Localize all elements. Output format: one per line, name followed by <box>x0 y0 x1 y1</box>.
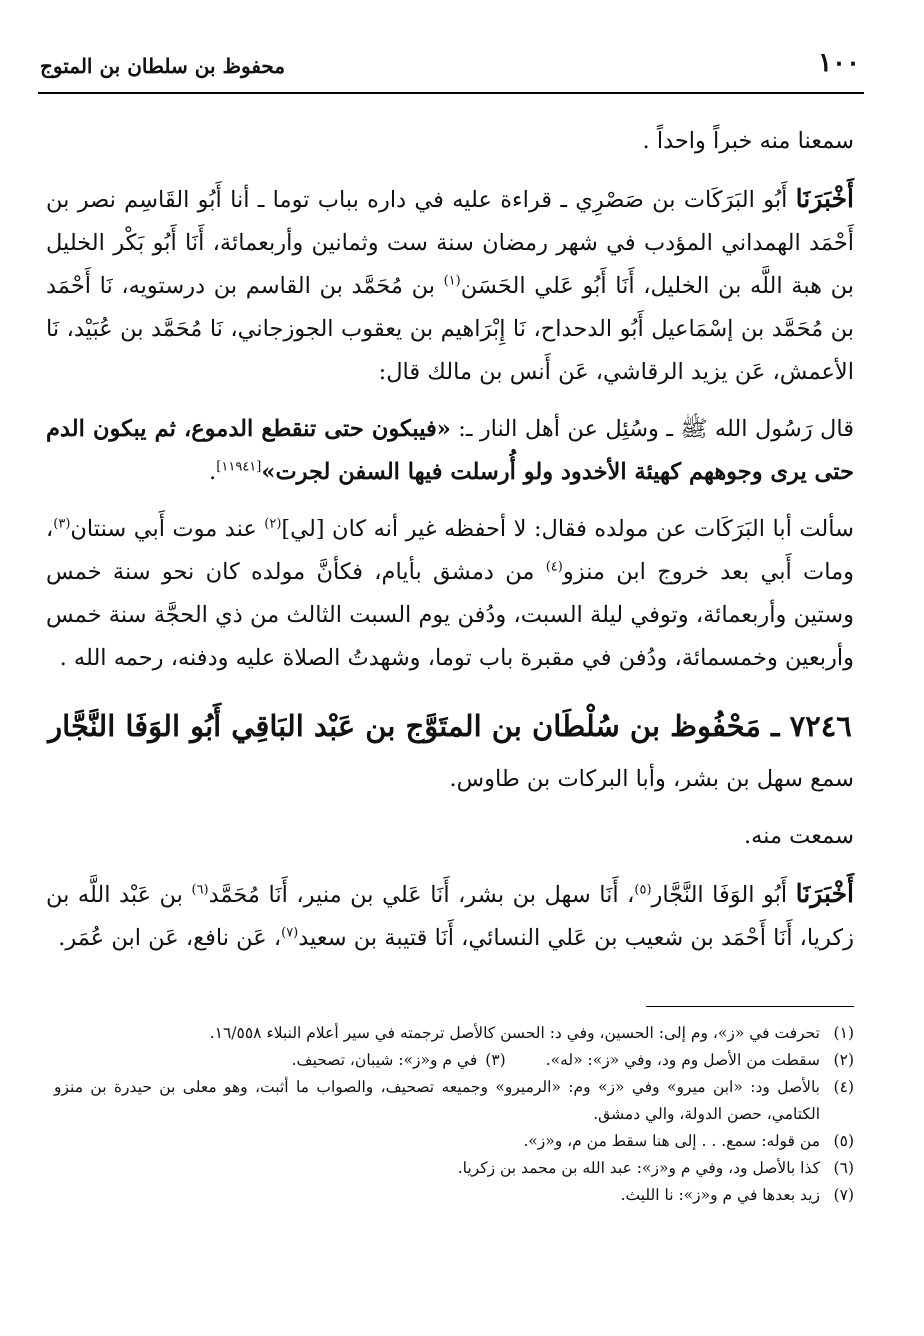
footnote-marker: (٧) <box>281 925 299 941</box>
paragraph <box>46 120 854 163</box>
footnote-text: من قوله: سمع. . . إلى هنا سقط من م، و«ز». <box>523 1132 820 1150</box>
paragraph <box>46 758 854 801</box>
text: من دمشق بأيام، فكأنَّ مولده كان نحو سنة خمس وستين وأربعمائة، وتوفي ليلة السبت، ودُفن يوم السبت الثالث من ذي الحجَّة سنة خمس وأربعين وخمسمائة، ودُفن في مقبرة باب توما، وشهدتُ الصلاة عليه ودفنه، رحمه الله . <box>46 559 854 671</box>
footnote-number: (٦) <box>833 1159 854 1177</box>
page-header <box>40 48 860 88</box>
entry-number: ٧٢٤٦ <box>789 709 852 743</box>
footnote <box>54 1047 854 1074</box>
paragraph <box>46 872 854 960</box>
main-text <box>46 120 854 960</box>
akhbarana-lead: أَخْبَرَنَا <box>795 879 854 908</box>
footnote-text: في م و«ز»: شيبان، تصحيف. <box>291 1051 478 1069</box>
text: سألت أبا البَرَكَات عن مولده فقال: لا أحفظه غير أنه كان [لي] <box>281 516 854 542</box>
footnote-marker: (٣) <box>53 516 71 532</box>
footnote-text: زيد بعدها في م و«ز»: نا الليث. <box>620 1186 820 1204</box>
footnote <box>54 1182 854 1209</box>
footnote-marker: (٤) <box>545 559 563 575</box>
footnote-number: (١) <box>833 1024 854 1042</box>
footnote <box>54 1128 854 1155</box>
text: أَبُو البَرَكَات بن صَصْرِي ـ قراءة عليه في داره بباب توما ـ أنا أَبُو القَاسِم نصر بن أَحْمَد الهمداني المؤدب في شهر رمضان سنة ست وثمانين وأربعمائة، أَنَا أَبُو بَكْر الخليل بن هبة اللَّه بن الخليل، أَنَا أَبُو عَلي الحَسَن <box>46 187 854 299</box>
entry-heading <box>46 698 854 754</box>
paragraph <box>46 508 854 680</box>
text: سمعت منه. <box>743 823 854 849</box>
entry-title: ـ مَحْفُوظ بن سُلْطَان بن المتَوَّج بن عَبْد البَاقِي أَبُو الوَفَا النَّجَّار <box>48 709 790 743</box>
footnote-number: (٤) <box>833 1078 854 1096</box>
text: بن عَبْد اللَّه بن زكريا، أَنَا أَحْمَد بن شعيب بن عَلي النسائي، أَنَا قتيبة بن سعيد <box>46 882 854 951</box>
text: أَبُو الوَفَا النَّجَّار <box>651 882 796 908</box>
text: ، ومات أَبي بعد خروج ابن منزو <box>46 516 854 585</box>
footnote <box>54 1020 854 1047</box>
footnote-rule <box>646 1006 854 1007</box>
text: ، عَن نافع، عَن ابن عُمَر. <box>58 925 282 951</box>
hadith-reference: [١١٩٤١] <box>216 459 262 475</box>
footnote-marker: (١) <box>443 273 461 289</box>
text: عند موت أَبي سنتان <box>70 516 265 542</box>
footnote-marker: (٥) <box>634 882 652 898</box>
footnote-number: (٢) <box>833 1051 854 1069</box>
page-number: ١٠٠ <box>818 48 860 78</box>
paragraph <box>46 408 854 494</box>
paragraph <box>46 177 854 394</box>
text: . <box>209 459 217 485</box>
footnote-number: (٧) <box>833 1186 854 1204</box>
footnote-marker: (٢) <box>264 516 282 532</box>
akhbarana-lead: أَخْبَرَنَا <box>795 184 854 213</box>
footnote-number: (٣) <box>485 1051 506 1069</box>
footnote-text: تحرفت في «ز»، وم إلى: الحسين، وفي د: الحسن كالأصل ترجمته في سير أعلام النبلاء ١٦/٥٥٨. <box>209 1024 820 1042</box>
header-rule <box>38 92 864 94</box>
footnote <box>54 1074 854 1128</box>
footnote-number: (٥) <box>833 1132 854 1150</box>
text: سمعنا منه خبراً واحداً . <box>642 128 854 154</box>
text: قال رَسُول الله ﷺ ـ وسُئِل عن أهل النار ـ: <box>450 416 855 442</box>
footnotes <box>54 1020 854 1209</box>
text: ، أَنَا سهل بن بشر، أَنَا عَلي بن منير، أَنَا مُحَمَّد <box>208 882 635 908</box>
footnote-text: بالأصل ود: «ابن ميرو» وفي «ز» وم: «الرميرو» وجميعه تصحيف، والصواب ما أثبت، وهو معلى بن حيدرة بن منزو الكتامي، حصن الدولة، والي دمشق. <box>54 1078 820 1123</box>
text: سمع سهل بن بشر، وأبا البركات بن طاوس. <box>449 766 854 792</box>
hadith-text: «فيبكون حتى تنقطع الدموع، ثم يبكون الدم حتى يرى وجوههم كهيئة الأخدود ولو أُرسلت فيها السفن لجرت» <box>46 416 854 485</box>
footnote-marker: (٦) <box>191 882 209 898</box>
footnote-text: كذا بالأصل ود، وفي م و«ز»: عبد الله بن محمد بن زكريا. <box>457 1159 820 1177</box>
running-head: محفوظ بن سلطان بن المتوج <box>40 54 286 78</box>
footnote-text: سقطت من الأصل وم ود، وفي «ز»: «له». <box>545 1051 820 1069</box>
paragraph <box>46 815 854 858</box>
footnote <box>54 1155 854 1182</box>
text: بن مُحَمَّد بن القاسم بن درستويه، نَا أَحْمَد بن مُحَمَّد بن إسْمَاعيل أَبُو الدحداح، نَا إِبْرَاهيم بن يعقوب الجوزجاني، نَا مُحَمَّد بن عُبَيْد، نَا الأعمش، عَن يزيد الرقاشي، عَن أَنس بن مالك قال: <box>46 273 854 385</box>
